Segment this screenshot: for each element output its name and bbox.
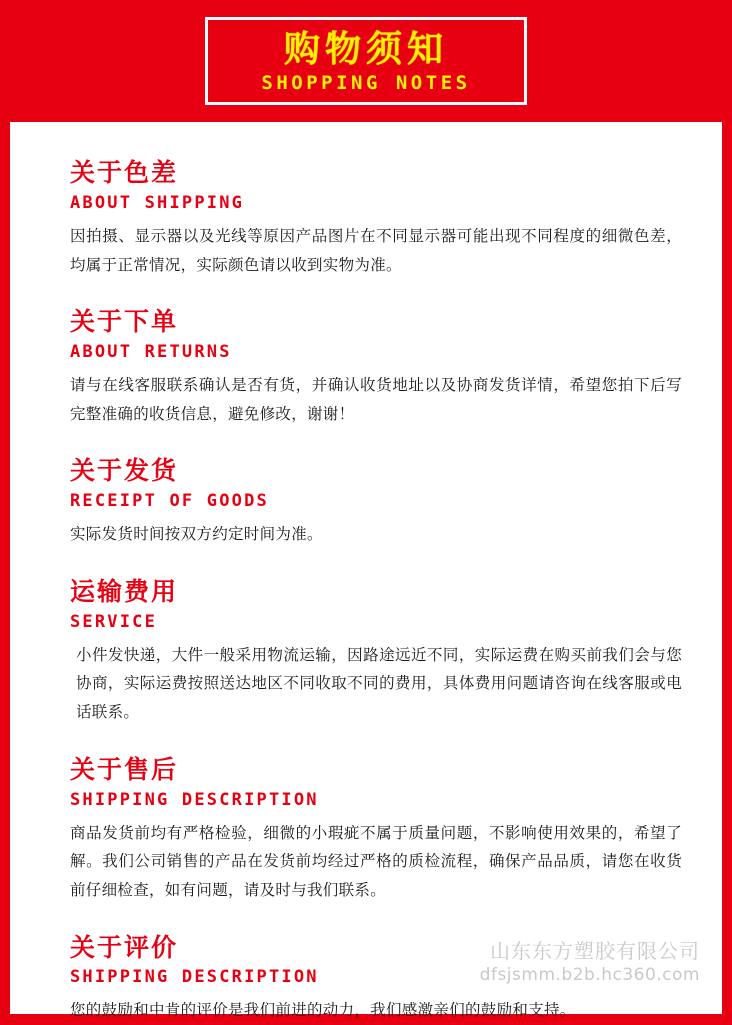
page-banner xyxy=(0,0,732,122)
section-heading-cn: 关于色差 xyxy=(70,158,179,187)
section-heading-cn: 关于下单 xyxy=(70,307,179,337)
section-body: 您的鼓励和中肯的评价是我们前进的动力，我们感激亲们的鼓励和支持。 xyxy=(70,1001,576,1020)
section-heading-en: SHIPPING DESCRIPTION xyxy=(70,789,319,810)
watermark-company: 山东东方塑胶有限公司 xyxy=(490,938,700,963)
notes-panel xyxy=(10,122,722,1020)
watermark-site: dfsjsmm.b2b.hc360.com xyxy=(479,964,700,985)
section-heading-en: SERVICE xyxy=(70,611,158,632)
section-heading-cn: 关于售后 xyxy=(70,754,179,784)
section-heading-en: RECEIPT OF GOODS xyxy=(70,491,269,512)
section-heading-en: ABOUT SHIPPING xyxy=(70,192,245,213)
banner-title-en: SHOPPING NOTES xyxy=(261,72,471,95)
banner-title-cn: 购物须知 xyxy=(283,28,448,70)
section-ordering xyxy=(70,305,682,428)
section-heading-cn: 关于评价 xyxy=(70,932,179,962)
section-color-difference xyxy=(70,156,682,279)
section-body: 实际发货时间按双方约定时间为准。 xyxy=(70,525,323,544)
section-heading-cn: 关于发货 xyxy=(70,456,179,486)
section-body: 商品发货前均有严格检验，细微的小瑕疵不属于质量问题，不影响使用效果的，希望了解。我们公司销售的产品在发货前均经过严格的质检流程，确保产品品质，请您在收货前仔细检查，如有问题，请及时与我们联系。 xyxy=(70,823,682,899)
banner-title-box xyxy=(205,17,527,105)
section-shipping xyxy=(70,454,682,549)
section-heading-en: ABOUT RETURNS xyxy=(70,341,232,362)
section-heading-en: SHIPPING DESCRIPTION xyxy=(70,967,319,988)
section-body: 请与在线客服联系确认是否有货，并确认收货地址以及协商发货详情，希望您拍下后写完整准确的收货信息，避免修改，谢谢！ xyxy=(70,376,682,423)
section-freight xyxy=(70,575,682,727)
section-after-sales xyxy=(70,753,682,905)
section-body: 小件发快递，大件一般采用物流运输，因路途远近不同，实际运费在购买前我们会与您协商，实际运费按照送达地区不同收取不同的费用，具体费用问题请咨询在线客服或电话联系。 xyxy=(76,645,682,722)
section-body: 因拍摄、显示器以及光线等原因产品图片在不同显示器可能出现不同程度的细微色差，均属于正常情况，实际颜色请以收到实物为准。 xyxy=(70,226,682,274)
section-heading-cn: 运输费用 xyxy=(70,576,179,606)
section-review xyxy=(70,931,682,1025)
